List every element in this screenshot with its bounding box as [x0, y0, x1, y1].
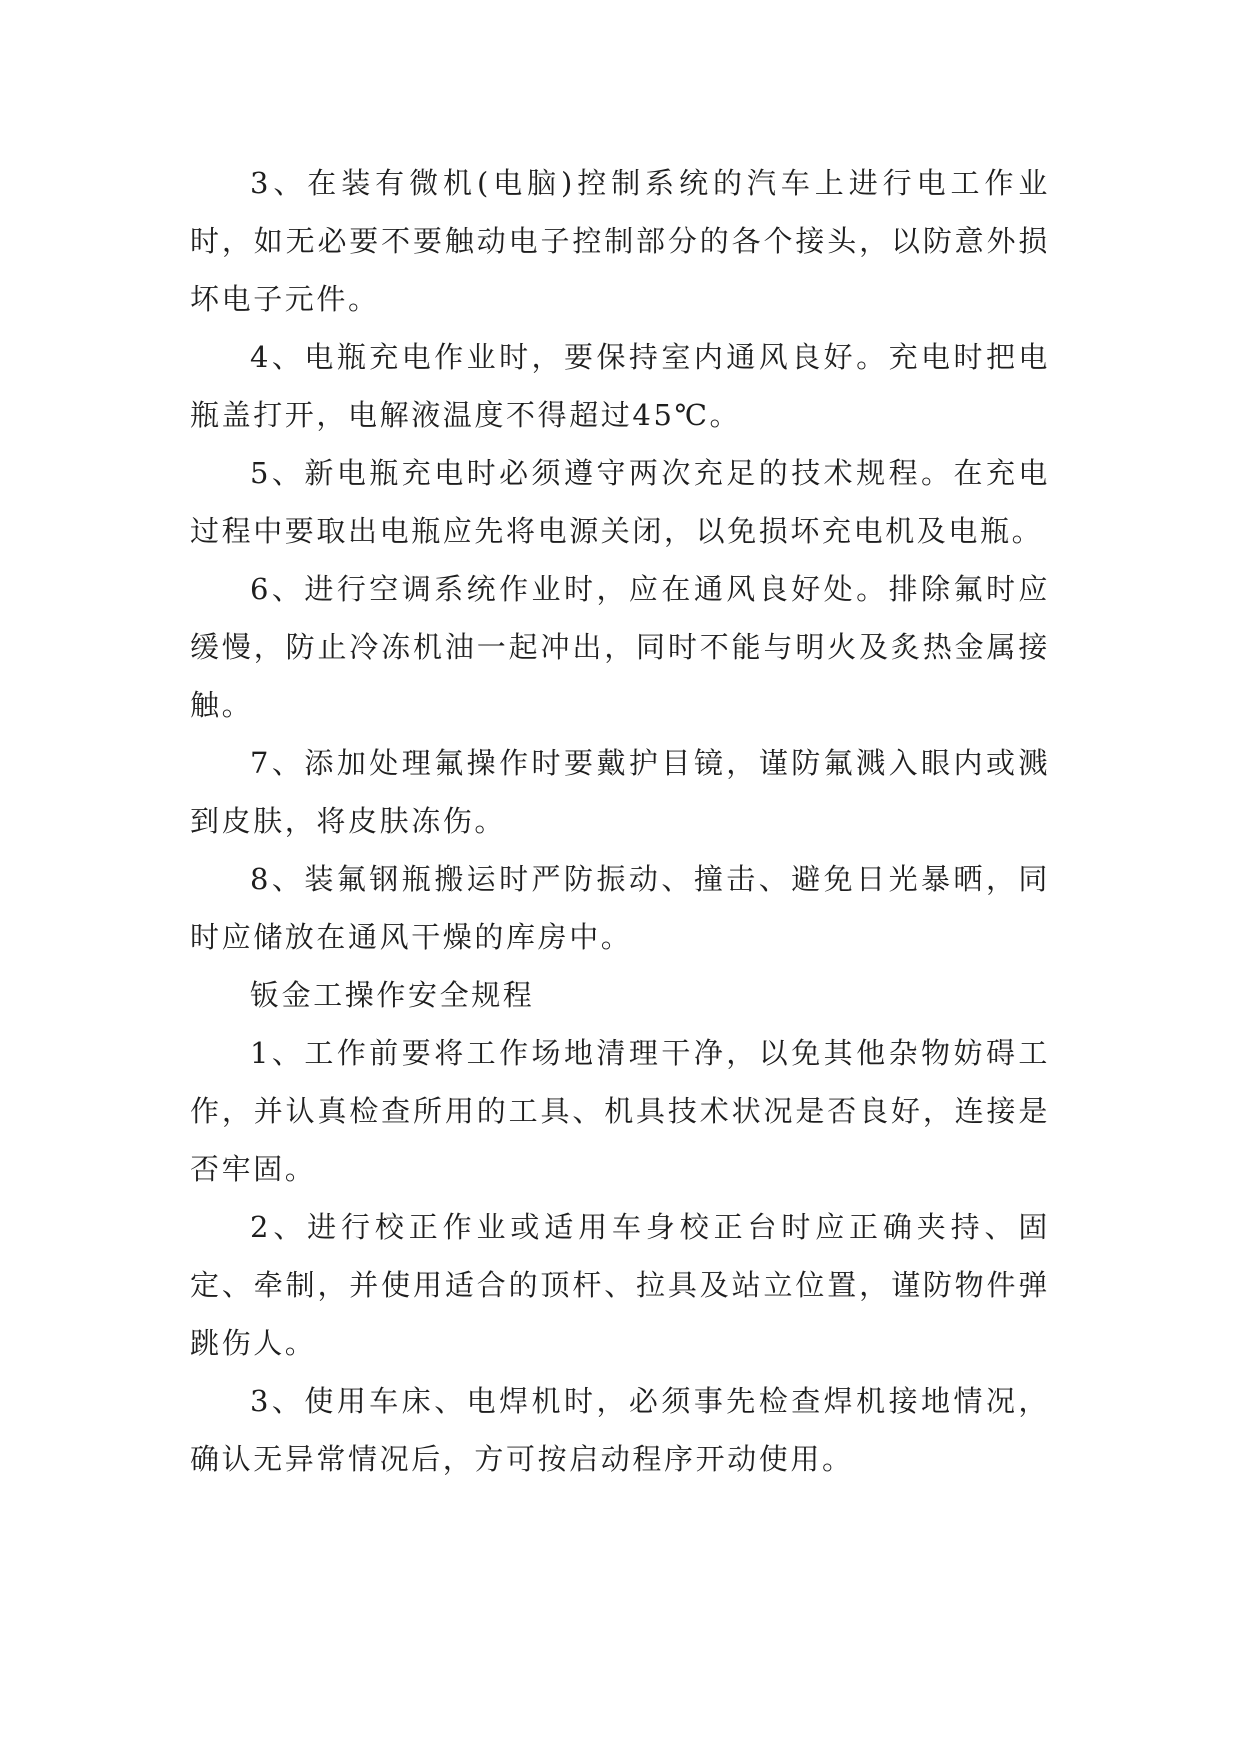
paragraph-sheet-metal-rule-3: 3、使用车床、电焊机时，必须事先检查焊机接地情况，确认无异常情况后，方可按启动程序开动使用。	[190, 1384, 1050, 1476]
paragraph-electrician-rule-3: 3、在装有微机(电脑)控制系统的汽车上进行电工作业时，如无必要不要触动电子控制部分的各个接头，以防意外损坏电子元件。	[190, 166, 1050, 316]
document-body	[190, 154, 1050, 1488]
paragraph-electrician-rule-7: 7、添加处理氟操作时要戴护目镜，谨防氟溅入眼内或溅到皮肤，将皮肤冻伤。	[190, 746, 1050, 838]
paragraph-electrician-rule-4: 4、电瓶充电作业时，要保持室内通风良好。充电时把电瓶盖打开，电解液温度不得超过45℃。	[190, 340, 1050, 432]
section-heading-sheet-metal: 钣金工操作安全规程	[250, 978, 535, 1012]
paragraph-sheet-metal-rule-1: 1、工作前要将工作场地清理干净，以免其他杂物妨碍工作，并认真检查所用的工具、机具技术状况是否良好，连接是否牢固。	[190, 1036, 1050, 1186]
paragraph-electrician-rule-5: 5、新电瓶充电时必须遵守两次充足的技术规程。在充电过程中要取出电瓶应先将电源关闭，以免损坏充电机及电瓶。	[190, 456, 1050, 548]
paragraph-electrician-rule-6: 6、进行空调系统作业时，应在通风良好处。排除氟时应缓慢，防止冷冻机油一起冲出，同时不能与明火及炙热金属接触。	[190, 572, 1050, 722]
paragraph-sheet-metal-rule-2: 2、进行校正作业或适用车身校正台时应正确夹持、固定、牵制，并使用适合的顶杆、拉具及站立位置，谨防物件弹跳伤人。	[190, 1210, 1050, 1360]
paragraph-electrician-rule-8: 8、装氟钢瓶搬运时严防振动、撞击、避免日光暴晒，同时应储放在通风干燥的库房中。	[190, 862, 1050, 954]
